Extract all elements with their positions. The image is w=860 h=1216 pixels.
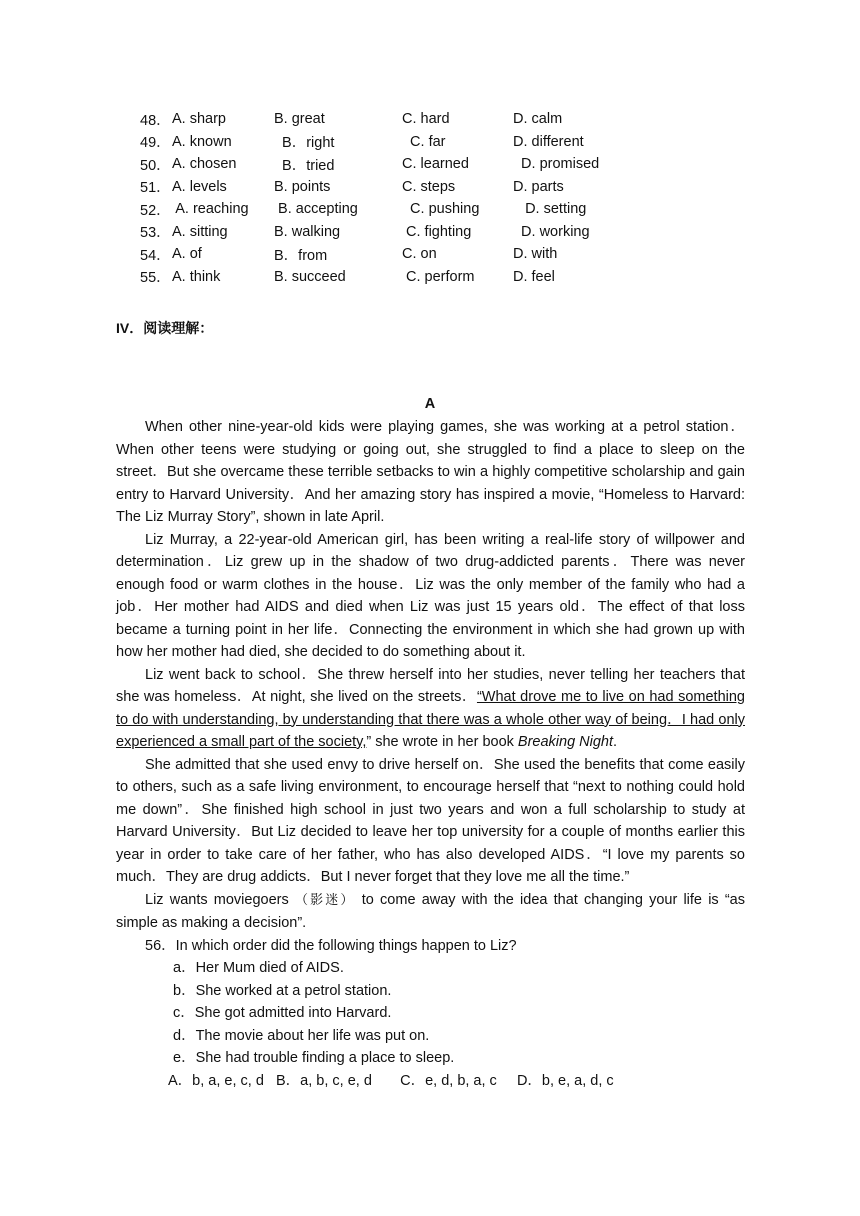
question-item: a．Her Mum died of AIDS. (173, 960, 344, 976)
option-c: C. pushing (402, 201, 480, 218)
question-number: 52． (140, 202, 171, 219)
answer-choices: A．b, a, e, c, d B．a, b, c, e, d C．e, d, b, a, c D．b, e, a, d, c (168, 1072, 614, 1089)
paragraph-4: She admitted that she used envy to drive herself on．She used the benefits that come easily to others, such as a safe living environment, to encourage herself that “next to nothing could hold me down”．She finished high school in just two years and won a full scholarship to study at Harvard University．But Liz decided to leave her top university for a couple of months earlier this year in order to take care of her father, who has also developed AIDS．“I love my parents so much．They are drug addicts．But I never forget that they love me all the time.” (116, 756, 745, 885)
option-d: D. different (513, 133, 584, 150)
question-number: 53． (140, 225, 171, 242)
question-number: 48． (140, 112, 171, 129)
question-item: c．She got admitted into Harvard. (173, 1005, 392, 1021)
option-c: C. on (402, 246, 437, 263)
option-b: B. succeed (274, 268, 346, 285)
question-number: 55． (140, 270, 171, 287)
passage-title: A (424, 396, 436, 412)
paragraph-5-text: Liz wants moviegoers (145, 891, 295, 908)
option-b: B. walking (274, 223, 341, 240)
option-c: C. learned (402, 156, 469, 173)
choice-row (140, 176, 613, 199)
paragraph-3 (116, 664, 745, 754)
option-a: A. known (172, 133, 232, 150)
choice-row (140, 153, 613, 176)
paragraph-3-end: . (613, 734, 618, 750)
option-c: C. steps (402, 178, 456, 195)
option-a: A. chosen (172, 156, 237, 173)
question-number: 49． (140, 135, 171, 152)
choice-row (140, 266, 613, 289)
choice-row (140, 221, 613, 244)
option-a: A. sitting (172, 223, 228, 240)
option-a: A. sharp (172, 111, 226, 128)
paragraph-5 (116, 889, 745, 935)
question-stem: 56．In which order did the following things happen to Liz? (145, 937, 517, 954)
choice-row (140, 243, 613, 266)
option-a: A. reaching (172, 201, 249, 218)
option-c: C. fighting (402, 223, 472, 240)
choice-row (140, 108, 613, 131)
option-b: B．right (274, 135, 335, 152)
option-b: B. accepting (274, 201, 358, 218)
option-a: A. levels (172, 178, 227, 195)
book-title: Breaking Night (517, 734, 614, 750)
paragraph-1: When other nine-year-old kids were playing games, she was working at a petrol station．When other teens were studying or going out, she struggled to find a place to sleep on the street．But she overcame these terrible setbacks to win a highly competitive scholarship and gain entry to Harvard University．And her amazing story has inspired a movie, “Homeless to Harvard: The Liz Murray Story”, shown in late April. (116, 419, 745, 525)
question-number: 50． (140, 157, 171, 174)
section-title: IV．阅读理解： (116, 320, 214, 336)
option-b: B．from (274, 247, 328, 264)
option-d: D. setting (513, 201, 587, 218)
question-item: b．She worked at a petrol station. (173, 982, 392, 999)
question-item: e．She had trouble finding a place to sleep. (173, 1050, 455, 1066)
option-d: D. promised (513, 156, 600, 173)
choice-row (140, 131, 613, 154)
option-c: C. perform (402, 268, 475, 285)
reading-passage (116, 416, 745, 1092)
choice-options-table (140, 108, 613, 288)
chinese-gloss: （影迷） (294, 892, 356, 908)
option-a: A. think (172, 268, 221, 285)
option-b: B．tried (274, 157, 335, 174)
option-d: D. working (513, 223, 590, 240)
option-d: D. with (513, 246, 558, 263)
underlined-quote: “What drove me to live on had something to do with understanding, by understanding that there was a whole other way of being．I had only experienced a small part of the society, (116, 689, 745, 750)
paragraph-3-text: Liz went back to school．She threw herself into her studies, never telling her teachers that she was homeless．At night, she lived on the streets． (116, 666, 745, 705)
question-item: d．The movie about her life was put on. (173, 1027, 430, 1044)
paragraph-5-tail: to come away with the idea that changing your life is “as simple as making a decision”. (116, 891, 745, 931)
option-a: A. of (172, 246, 202, 263)
option-b: B. great (274, 111, 325, 128)
paragraph-3-tail: ” she wrote in her book (366, 734, 518, 750)
option-b: B. points (274, 178, 331, 195)
choice-row (140, 198, 613, 221)
paragraph-2: Liz Murray, a 22-year-old American girl, has been writing a real-life story of willpower and determination．Liz grew up in the shadow of two drug-addicted parents．There was never enough food or warm clothes in the house．Liz was the only member of the family who had a job．Her mother had AIDS and died when Liz was just 15 years old．The effect of that loss became a turning point in her life．Connecting the environment in which she had grown up with how her mother had died, she decided to do something about it. (116, 531, 745, 660)
option-d: D. parts (513, 178, 564, 195)
option-c: C. hard (402, 111, 450, 128)
option-d: D. feel (513, 268, 555, 285)
option-c: C. far (402, 133, 446, 150)
option-d: D. calm (513, 111, 563, 128)
question-number: 51． (140, 180, 171, 197)
question-number: 54． (140, 247, 171, 264)
